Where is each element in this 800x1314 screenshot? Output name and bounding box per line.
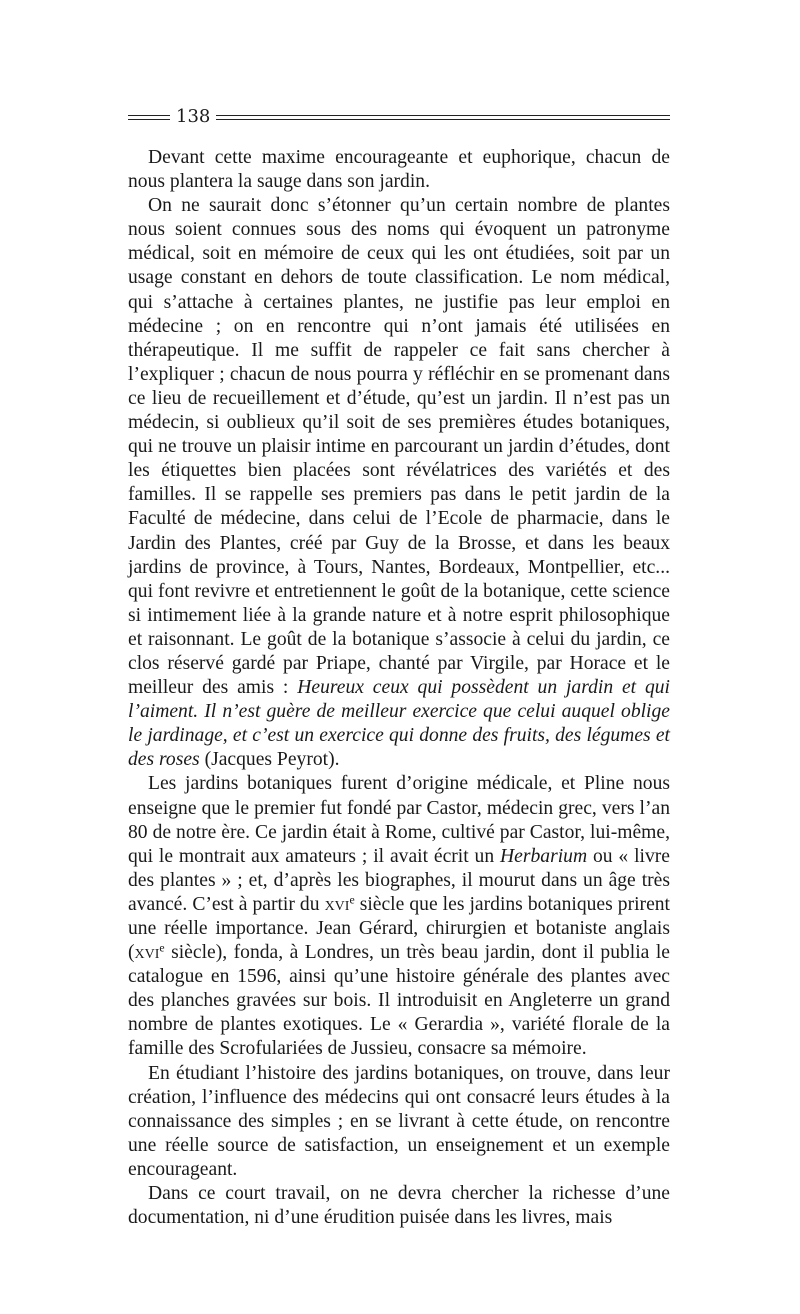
body-text [128,146,670,1230]
paragraph-3: Les jardins botaniques furent d’origine médicale, et Pline nous enseigne que le premier fut fondé par Castor, médecin grec, vers l’an 80 de notre ère. Ce jardin était à Rome, cultivé par Castor, lui-même, qui le montrait aux amateurs ; il avait écrit un Herbarium ou « livre des plantes » ; et, d’après les biographes, il mourut dans un âge très avancé. C’est à partir du xvi$^e$ siècle que les jardins botaniques prirent une réelle importance. Jean Gérard, chirurgien et botaniste anglais (xvi$^e$ siècle), fonda, à Londres, un très beau jardin, dont il publia le catalogue en 1596, ainsi qu’une histoire générale des plantes avec des planches gravées sur bois. Il introduisit en Angleterre un grand nombre de plantes exotiques. Le « Gerardia », variété florale de la famille des Scrofulariées de Jussieu, consacre sa mémoire. [128,773,671,1060]
century-numeral: xvi [324,893,350,915]
header-rule-right [216,115,670,120]
quote-peyrot: Heureux ceux qui possèdent un jardin et qui l’aiment. Il n’est guère de meilleur exercice que celui auquel oblige le jardinage, et c’est un exercice qui donne des fruits, des légumes et des roses [128,677,671,771]
paragraph-5: Dans ce court travail, on ne devra chercher la richesse d’une documentation, ni d’une érudition puisée dans les livres, mais [128,1183,670,1229]
header-rule-left [128,115,170,120]
paragraph-1: Devant cette maxime encourageante et euphorique, chacun de nous plantera la sauge dans son jardin. [128,147,670,193]
page-number: 138 [176,106,211,127]
paragraph-4: En étudiant l’histoire des jardins botaniques, on trouve, dans leur création, l’influence des médecins qui ont consacré leurs études à la connaissance des simples ; en se livrant à cette étude, on rencontre une réelle source de satisfaction, un enseignement et un exemple encourageant. [128,1062,670,1180]
century-numeral: xvi [134,942,160,964]
page-header [128,105,670,129]
herbarium-title: Herbarium [500,845,588,867]
paragraph-2: On ne saurait donc s’étonner qu’un certain nombre de plantes nous soient connues sous des noms qui évoquent un patronyme médical, soit en mémoire de ceux qui les ont étudiées, soit par un usage constant en dehors de toute classification. Le nom médical, qui s’attache à certaines plantes, ne justifie pas leur emploi en médecine ; on en rencontre qui n’ont jamais été utilisées en thérapeutique. Il me suffit de rappeler ce fait sans chercher à l’expliquer ; chacun de nous pourra y réfléchir en se promenant dans ce lieu de recueillement et d’étude, qu’est un jardin. Il n’est pas un médecin, si oublieux qu’il soit de ses premières études botaniques, qui ne trouve un plaisir intime en parcourant un jardin d’études, dont les étiquettes bien placées sont révélatrices des variétés et des familles. Il se rappelle ses premiers pas dans le petit jardin de la Faculté de médecine, dans celui de l’Ecole de pharmacie, dans le Jardin des Plantes, créé par Guy de la Brosse, et dans les beaux jardins de province, à Tours, Nantes, Bordeaux, Montpellier, etc... qui font revivre et entretiennent le goût de la botanique, cette science si intimement liée à la grande nature et à notre esprit philosophique et raisonnant. Le goût de la botanique s’associe à celui du jardin, ce clos réservé gardé par Priape, chanté par Virgile, par Horace et le meilleur des amis : Heureux ceux qui possèdent un jardin et qui l’aiment. Il n’est guère de meilleur exercice que celui auquel oblige le jardinage, et c’est un exercice qui donne des fruits, des légumes et des roses (Jacques Peyrot). [128,195,671,771]
